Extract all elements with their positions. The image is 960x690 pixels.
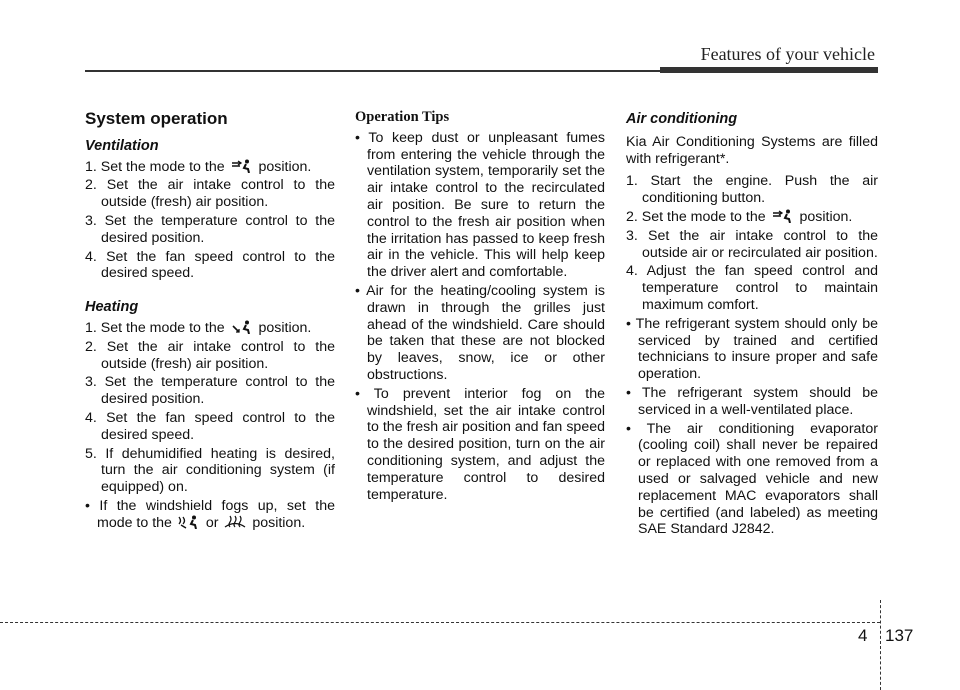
ac-note-certified: • The refrigerant system should only be serviced by trained and certified technicians to insure proper and safe operation. (626, 315, 878, 383)
ac-note-ventilated: • The refrigerant system should be serviced in a well-ventilated place. (626, 384, 878, 418)
face-vent-icon (229, 159, 255, 173)
step-text: 2. Set the mode to the (626, 208, 770, 225)
ac-notes (626, 316, 878, 538)
step-text: 1. Set the mode to the (85, 319, 229, 336)
defrost-icon (222, 515, 248, 529)
step-text: position. (795, 208, 853, 225)
column-system-operation (85, 108, 335, 549)
step-text: 1. Set the mode to the (85, 158, 229, 175)
header-title: Features of your vehicle (700, 44, 875, 64)
column-operation-tips (355, 108, 605, 520)
ventilation-step-2: 2. Set the air intake control to the outside (fresh) air position. (85, 177, 335, 211)
note-text: • If the windshield fogs up, set the mode to the (85, 497, 335, 531)
ventilation-step-4: 4. Set the fan speed control to the desired speed. (85, 248, 335, 282)
ac-step-1: 1. Start the engine. Push the air conditioning button. (626, 173, 878, 207)
floor-defrost-icon (176, 515, 202, 529)
footer-rule (0, 622, 880, 623)
ventilation-steps (85, 159, 335, 283)
heating-step-2: 2. Set the air intake control to the outside (fresh) air position. (85, 338, 335, 372)
face-vent-icon (770, 209, 796, 223)
footer-divider (880, 600, 881, 690)
note-text: position. (248, 514, 306, 531)
ac-note-evaporator: • The air conditioning evaporator (cooling coil) shall never be repaired or replaced with one removed from a used or salvaged vehicle and new replacement MAC evaporators shall be certified (and labeled) as meeting SAE Standard J2842. (626, 420, 878, 538)
ventilation-step-3: 3. Set the temperature control to the desired position. (85, 212, 335, 246)
column-air-conditioning (626, 108, 878, 555)
heating-step-1 (85, 320, 335, 337)
heading-ventilation: Ventilation (85, 137, 159, 154)
ac-step-4: 4. Adjust the fan speed control and temperature control to maintain maximum comfort. (626, 263, 878, 313)
step-text: position. (254, 158, 312, 175)
header-rule (85, 70, 660, 72)
section-title-system-operation: System operation (85, 109, 228, 128)
ac-intro: Kia Air Conditioning Systems are filled with refrigerant*. (626, 133, 878, 167)
tip-dust-fumes: • To keep dust or unpleasant fumes from entering the vehicle through the ventilation system, temporarily set the air intake control to the recirculated air position. Be sure to return the control to the fresh air position when the irritation has passed to keep fresh air in the vehicle. This will help keep the driver alert and comfortable. (355, 129, 605, 281)
page-number: 137 (885, 626, 914, 645)
ac-step-3: 3. Set the air intake control to the outside air or recirculated air position. (626, 227, 878, 261)
ac-step-2 (626, 209, 878, 226)
step-text: position. (254, 319, 312, 336)
header-rule-accent (660, 67, 878, 73)
heading-air-conditioning: Air conditioning (626, 111, 738, 127)
tip-interior-fog: • To prevent interior fog on the windshield, set the air intake control to the fresh air position and fan speed to the desired position, turn on the air conditioning system, and adjust the temperature control to desired temperature. (355, 385, 605, 503)
heating-step-5: 5. If dehumidified heating is desired, turn the air conditioning system (if equipped) on. (85, 445, 335, 496)
heating-steps (85, 320, 335, 496)
ac-steps (626, 173, 878, 313)
heading-heating: Heating (85, 299, 139, 316)
note-text: or (201, 514, 223, 531)
ventilation-step-1 (85, 159, 335, 176)
heating-notes (85, 498, 335, 532)
heating-note-windshield (85, 498, 335, 532)
floor-vent-icon (229, 320, 255, 334)
heading-operation-tips: Operation Tips (355, 109, 450, 125)
tip-grilles: • Air for the heating/cooling system is drawn in through the grilles just ahead of the windshield. Care should be taken that these are not blocked by leaves, snow, ice or other obstructions. (355, 282, 605, 383)
chapter-number: 4 (858, 626, 868, 645)
heating-step-4: 4. Set the fan speed control to the desired speed. (85, 409, 335, 443)
operation-tips-list (355, 130, 605, 504)
heating-step-3: 3. Set the temperature control to the desired position. (85, 374, 335, 408)
